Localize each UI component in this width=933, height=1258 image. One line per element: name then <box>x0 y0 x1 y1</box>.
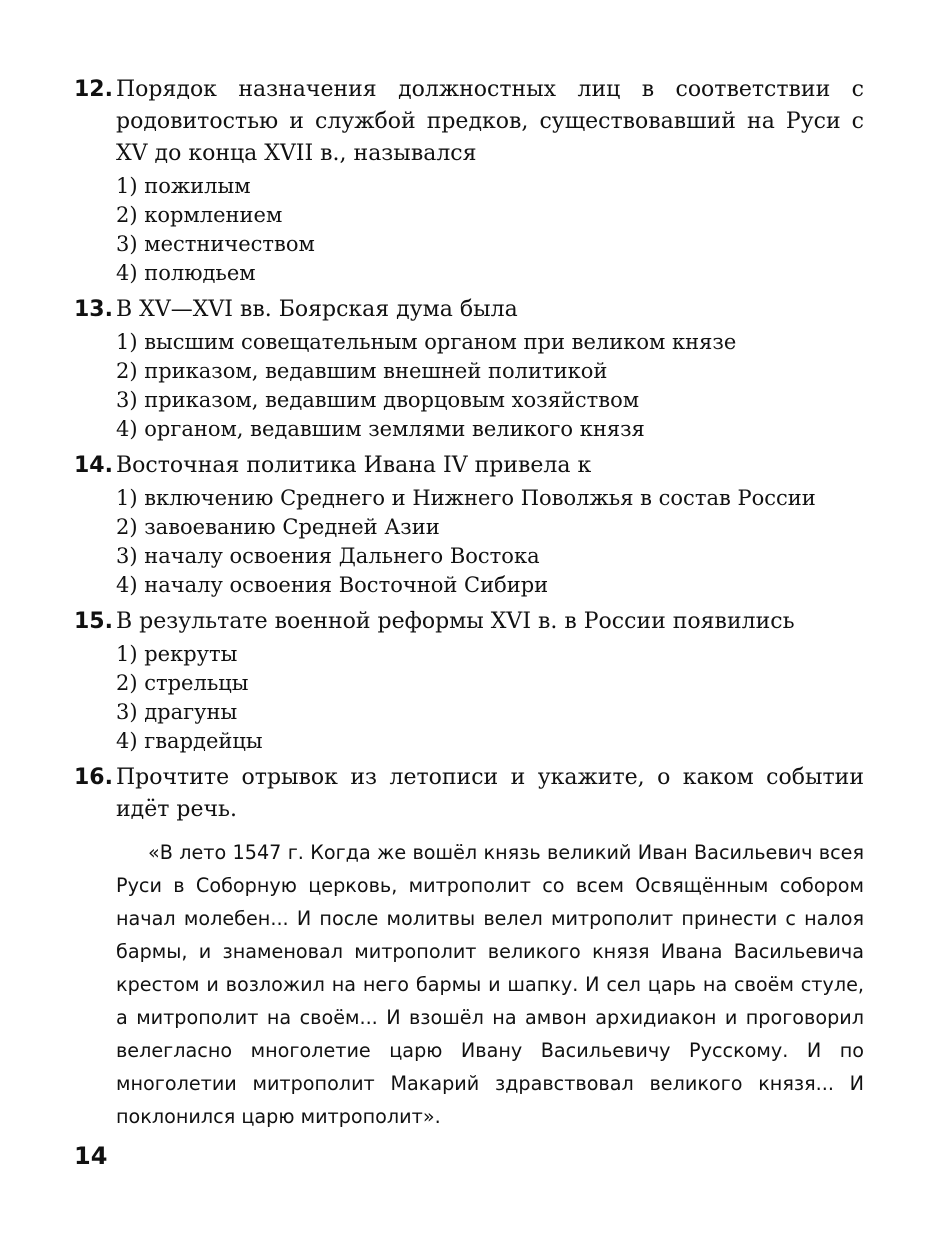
answer-options <box>116 484 864 600</box>
answer-option: 2) кормлением <box>116 203 283 227</box>
answer-option: 3) началу освоения Дальнего Востока <box>116 544 540 568</box>
question-text: Восточная политика Ивана IV привела к <box>116 453 592 478</box>
question-header <box>74 606 864 638</box>
chronicle-excerpt: «В лето 1547 г. Когда же вошёл князь великий Иван Васильевич всея Руси в Соборную церковь, митрополит со всем Освящённым собором начал молебен... И после молитвы велел митрополит принести с налоя бармы, и знаменовал митрополит великого князя Ивана Васильевича крестом и возложил на него бармы и шапку. И сел царь на своём стуле, а митрополит на своём... И взошёл на амвон архидиакон и проговорил велегласно многолетие царю Ивану Васильевичу Русскому. И по многолетии митрополит Макарий здравствовал великого князя... И поклонился царю митрополит». <box>116 841 864 1128</box>
answer-option: 2) завоеванию Средней Азии <box>116 515 440 539</box>
answer-option: 1) рекруты <box>116 642 238 666</box>
answer-option: 1) включению Среднего и Нижнего Поволжья в состав России <box>116 486 816 510</box>
question-number: 15. <box>74 609 113 634</box>
question-number: 13. <box>74 297 113 322</box>
answer-option: 4) органом, ведавшим землями великого князя <box>116 417 645 441</box>
question-text: В XV—XVI вв. Боярская дума была <box>116 297 518 322</box>
answer-option: 3) приказом, ведавшим дворцовым хозяйством <box>116 388 640 412</box>
question-13 <box>74 294 864 444</box>
question-12 <box>74 74 864 288</box>
question-text: Прочтите отрывок из летописи и укажите, о каком событии идёт речь. <box>116 765 864 822</box>
answer-option: 1) высшим совещательным органом при великом князе <box>116 330 737 354</box>
page-number: 14 <box>74 1142 108 1170</box>
question-15 <box>74 606 864 756</box>
answer-options <box>116 640 864 756</box>
question-14 <box>74 450 864 600</box>
question-header <box>74 74 864 170</box>
question-16 <box>74 762 864 1133</box>
question-header <box>74 294 864 326</box>
page-content <box>74 74 864 1139</box>
answer-options <box>116 172 864 288</box>
question-header <box>74 450 864 482</box>
answer-option: 4) гвардейцы <box>116 729 263 753</box>
answer-option: 3) драгуны <box>116 700 238 724</box>
answer-option: 2) приказом, ведавшим внешней политикой <box>116 359 608 383</box>
question-header <box>74 762 864 826</box>
answer-option: 4) началу освоения Восточной Сибири <box>116 573 549 597</box>
question-number: 16. <box>74 765 113 790</box>
answer-options <box>116 328 864 444</box>
answer-option: 3) местничеством <box>116 232 315 256</box>
answer-option: 4) полюдьем <box>116 261 256 285</box>
question-text: Порядок назначения должностных лиц в соответствии с родовитостью и службой предков, существовавший на Руси с XV до конца XVII в., назывался <box>116 77 864 166</box>
answer-option: 1) пожилым <box>116 174 251 198</box>
question-text: В результате военной реформы XVI в. в России появились <box>116 609 795 634</box>
answer-option: 2) стрельцы <box>116 671 249 695</box>
question-number: 12. <box>74 77 113 102</box>
question-number: 14. <box>74 453 113 478</box>
